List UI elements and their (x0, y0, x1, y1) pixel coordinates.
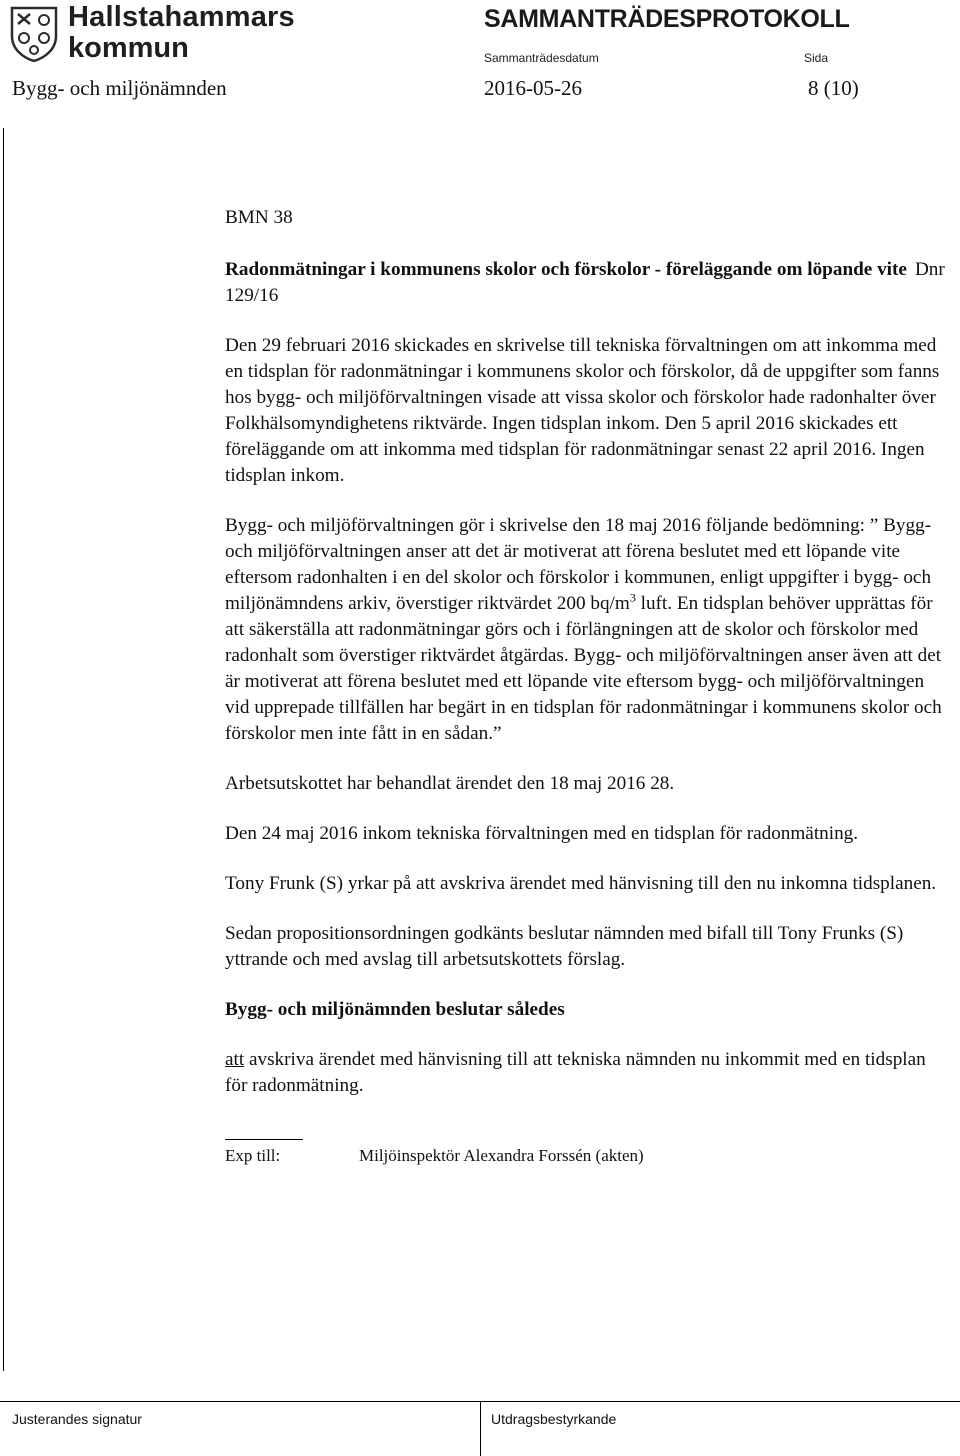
decision-att: att (225, 1049, 245, 1070)
page-number: 8 (10) (808, 76, 859, 100)
diary-number: Dnr 129/16 (225, 259, 945, 306)
meeting-date: 2016-05-26 (484, 76, 582, 100)
paragraph-received: Den 24 maj 2016 inkom tekniska förvaltningen med en tidsplan för radonmätning. (225, 823, 859, 844)
distribution-label: Exp till: (225, 1146, 281, 1165)
paragraph-voting: Sedan propositionsordningen godkänts beslutar nämnden med bifall till Tony Frunks (S) yttrande och med avslag till arbetsutskottets förslag. (225, 923, 904, 970)
decision-body: avskriva ärendet med hänvisning till att tekniska nämnden nu inkommit med en tidsplan för radonmätning. (225, 1049, 926, 1096)
protocol-body (225, 205, 945, 1169)
margin-line (3, 128, 4, 1371)
assessment-text-a: Bygg- och miljöförvaltningen gör i skrivelse den 18 maj 2016 följande bedömning: ” Bygg- och miljöförvaltningen anser att det är motiverat att förena beslutet med ett löpande vite eftersom radonhalten i en del skolor och förskolor i kommunen, enligt uppgifter i bygg- och miljönämndens arkiv, överstiger riktvärdet 200 bq/m (225, 515, 932, 614)
distribution-rule (225, 1139, 303, 1140)
item-title-text: Radonmätningar i kommunens skolor och förskolor - föreläggande om löpande vite (225, 259, 907, 280)
item-title (225, 257, 945, 309)
distribution-row (225, 1143, 945, 1169)
municipality-crest-logo (10, 6, 58, 62)
paragraph-motion: Tony Frunk (S) yrkar på att avskriva ärendet med hänvisning till den nu inkomna tidsplanen. (225, 873, 937, 894)
document-type: SAMMANTRÄDESPROTOKOLL (484, 5, 850, 33)
paragraph-id: BMN 38 (225, 207, 293, 228)
paragraph-work-committee: Arbetsutskottet har behandlat ärendet den 18 maj 2016 28. (225, 773, 675, 794)
decision-text (225, 1047, 945, 1099)
paragraph-background: Den 29 februari 2016 skickades en skrivelse till tekniska förvaltningen om att inkomma med en tidsplan för radonmätningar i kommunens skolor och förskolor, då de uppgifter som fanns hos bygg- och miljöförvaltningen visade att vissa skolor och förskolor hade radonhalter över Folkhälsomyndighetens riktvärde. Ingen tidsplan inkom. Den 5 april 2016 skickades ett föreläggande om att inkomma med tidsplan för radonmätningar senast 22 april 2016. Ingen tidsplan inkom. (225, 335, 940, 486)
paragraph-assessment (225, 513, 945, 747)
page-label: Sida (804, 51, 829, 65)
committee-name: Bygg- och miljönämnden (12, 76, 227, 100)
municipality-name: Hallstahammars (68, 1, 295, 33)
assessment-text-b: luft. En tidsplan behöver upprättas för att säkerställa att radonmätningar görs och i förlängningen att de skolor och förskolor med radonhalt som överstiger riktvärdet åtgärdas. Bygg- och miljöförvaltningen anser även att det är motiverat att förena beslutet med ett löpande vite eftersom bygg- och miljöförvaltningen vid upprepade tillfällen har begärt in en tidsplan för radonmätningar i kommunens skolor och förskolor men inte fått in en sådan.” (225, 593, 942, 744)
distribution-recipient: Miljöinspektör Alexandra Forssén (akten) (359, 1146, 644, 1165)
footer-divider (480, 1401, 481, 1456)
distribution-block (225, 1139, 945, 1169)
decision-heading: Bygg- och miljönämnden beslutar således (225, 999, 565, 1020)
meeting-date-label: Sammanträdesdatum (484, 51, 599, 65)
excerpt-label: Utdragsbestyrkande (491, 1411, 617, 1427)
municipality-wordmark (68, 2, 295, 64)
municipality-suffix: kommun (68, 32, 189, 64)
cubic-superscript: 3 (629, 590, 636, 605)
signature-label: Justerandes signatur (12, 1411, 142, 1427)
